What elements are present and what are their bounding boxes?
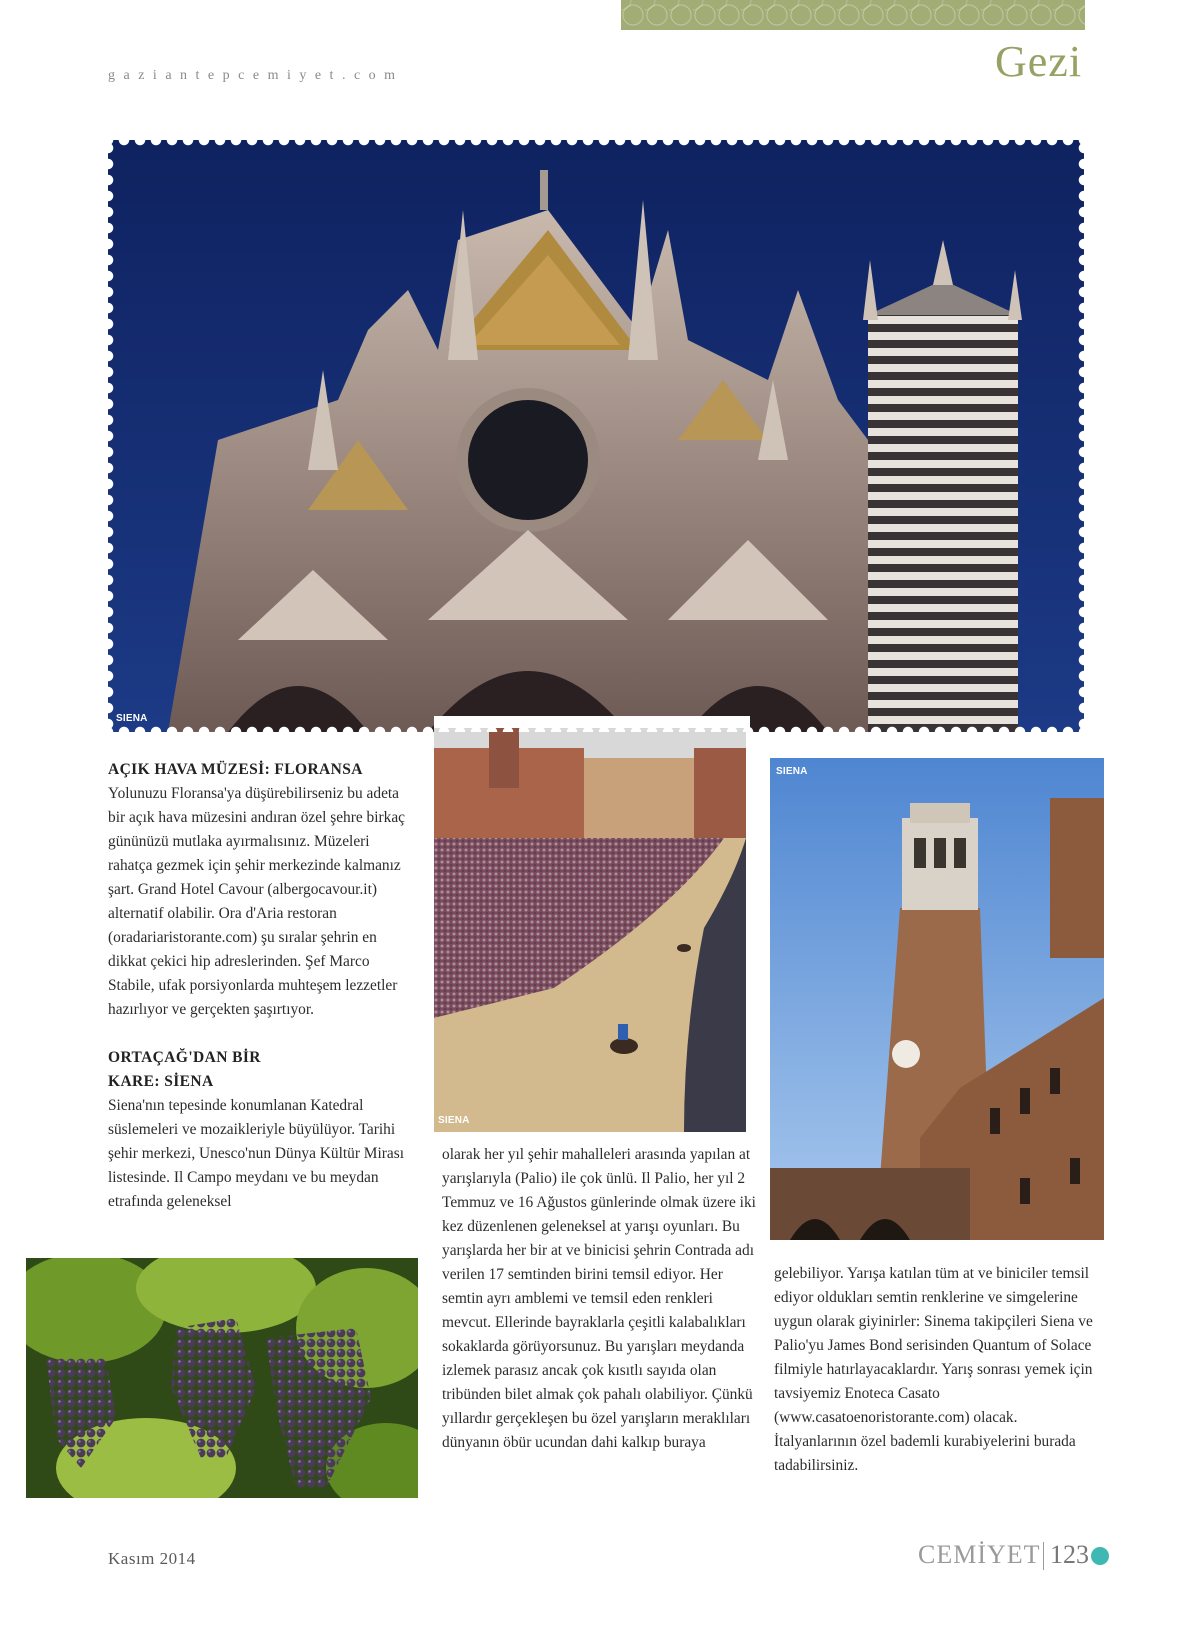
grapes-vineyard-photo <box>26 1258 418 1498</box>
palio-race-photo <box>434 728 746 1132</box>
footer-separator <box>1043 1542 1044 1570</box>
heading-siena-line2: KARE: SİENA <box>108 1073 214 1090</box>
article-column-3 <box>774 1262 1104 1478</box>
photo-caption-siena: SIENA <box>438 1115 470 1126</box>
siena-cathedral-photo <box>108 140 1084 732</box>
footer-issue-date: Kasım 2014 <box>108 1549 196 1568</box>
heading-siena-line1: ORTAÇAĞ'DAN BİR <box>108 1049 261 1066</box>
heading-florence: AÇIK HAVA MÜZESİ: FLORANSA <box>108 761 363 778</box>
article-column-2 <box>442 1143 757 1455</box>
paragraph-palio: olarak her yıl şehir mahalleleri arasında yapılan at yarışlarıyla (Palio) ile çok ünlü. Il Palio, her yıl 2 Temmuz ve 16 Ağustos günlerinde olmak üzere iki kez düzenlenen geleneksel at yarışı oyunları. Bu yarışlarda her bir at ve binicisi şehrin Contrada adı verilen 17 semtinden birini temsil ediyor. Her semtin ayrı amblemi ve temsil eden renkleri mevcut. Ellerinde bayraklarla çeşitli kalabalıkları sokaklarda görüyorsunuz. Bu yarışları meydanda izlemek parasız ancak çok kısıtlı sayıda olan tribünden bilet almak çok pahalı olabiliyor. Çünkü yıllardır gerçekleşen bu özel yarışların meraklıları dünyanın öbür ucundan dahi kalkıp buraya <box>442 1146 756 1451</box>
header-pattern-band <box>621 0 1085 30</box>
footer-brand: CEMİYET <box>918 1540 1041 1569</box>
paragraph-florence: Yolunuzu Floransa'ya düşürebilirseniz bu adeta bir açık hava müzesini andıran özel şehre birkaç gününüzü mutlaka ayırmalısınız. Müzeleri rahatça gezmek için şehir merkezinde kalmanız şart. Grand Hotel Cavour (albergocavour.it) alternatif olabilir. Ora d'Aria restoran (oradariaristorante.com) şu sıralar şehrin en dikkat çekici hip adreslerinden. Şef Marco Stabile, ufak porsiyonlarda muhteşem lezzetler hazırlıyor ve gerçekten şaşırtıyor. <box>108 785 405 1018</box>
section-title: Gezi <box>995 37 1083 86</box>
footer-dot-icon <box>1091 1547 1109 1565</box>
torre-del-mangia-photo <box>770 758 1104 1240</box>
paragraph-siena-intro: Siena'nın tepesinde konumlanan Katedral süslemeleri ve mozaikleriyle büyülüyor. Tarihi şehir merkezi, Unesco'nun Dünya Kültür Mirası listesinde. Il Campo meydanı ve bu meydan etrafında geleneksel <box>108 1097 404 1210</box>
page-number: 123 <box>1050 1540 1089 1569</box>
photo-caption-siena: SIENA <box>116 713 148 724</box>
site-url: gaziantepcemiyet.com <box>108 68 404 83</box>
article-column-1 <box>108 758 413 1214</box>
photo-caption-siena: SIENA <box>776 766 808 777</box>
paragraph-palio-continued: gelebiliyor. Yarışa katılan tüm at ve biniciler temsil ediyor oldukları semtin renklerine ve simgelerine uygun olarak giyinirler: Sinema takipçileri Siena ve Palio'yu James Bond serisinden Quantum of Solace filmiyle hatırlayacaklardır. Yarış sonrası yemek için tavsiyemiz Enoteca Casato (www.casatoenoristorante.com) olacak. İtalyanlarının özel bademli kurabiyelerini burada tadabilirsiniz. <box>774 1265 1093 1474</box>
